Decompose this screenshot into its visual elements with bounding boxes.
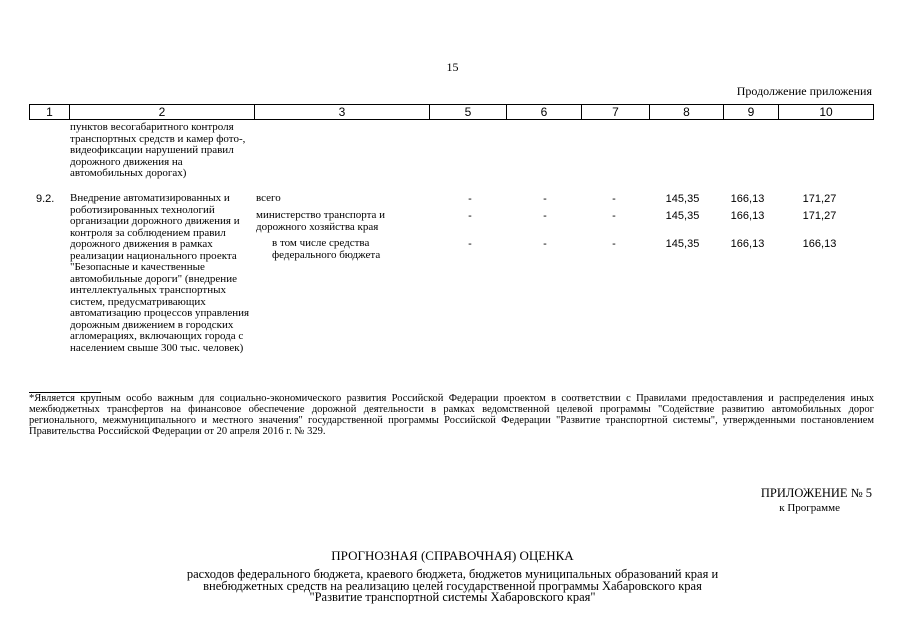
cell-col8: 145,35	[665, 238, 700, 250]
cell-col5: -	[468, 238, 472, 250]
table-header-row	[30, 105, 874, 120]
cell-col9: 166,13	[730, 238, 765, 250]
continued-description: пунктов весогабаритного контроля транспортных средств и камер фото-, видеофиксации нарушений правил дорожного движения на автомобильных дорогах)	[70, 121, 246, 179]
document-description-line: внебюджетных средств на реализацию целей государственной программы Хабаровского края	[203, 578, 702, 593]
cell-col10: 171,27	[802, 193, 837, 205]
cell-col6: -	[543, 210, 547, 222]
cell-col7: -	[612, 238, 616, 250]
appendix-subtitle: к Программе	[779, 502, 840, 514]
cell-col9: 166,13	[730, 210, 765, 222]
cell-col8: 145,35	[665, 193, 700, 205]
cell-col5: -	[468, 210, 472, 222]
footnote: *Является крупным особо важным для социально-экономического развития Российской Федерации проектом в соответствии с Правилами предоставления и распределения иных межбюджетных трансфертов на финансовое обеспечение дорожной деятельности в рамках ведомственной целевой программы "Содействие развитию автомобильных дорог регионального, межмуниципального и местного значения" государственной программы Российской Федерации "Развитие транспортной системы", утвержденными постановлением Правительства Российской Федерации от 20 апреля 2016 г. № 329.	[29, 393, 874, 437]
source-label-total: всего	[256, 192, 281, 204]
cell-col6: -	[543, 193, 547, 205]
page-number: 15	[446, 60, 459, 74]
cell-col7: -	[612, 210, 616, 222]
cell-col10: 171,27	[802, 210, 837, 222]
column-header: 9	[724, 105, 779, 120]
cell-col8: 145,35	[665, 210, 700, 222]
document-description-line: "Развитие транспортной системы Хабаровского края"	[309, 590, 596, 604]
column-header: 7	[582, 105, 650, 120]
cell-col6: -	[543, 238, 547, 250]
column-header: 10	[779, 105, 874, 120]
source-label-ministry: министерство транспорта и дорожного хозяйства края	[256, 209, 386, 233]
column-header: 8	[650, 105, 724, 120]
document-description-line: расходов федерального бюджета, краевого бюджета, бюджетов муниципальных образований края и	[186, 567, 719, 581]
budget-table	[29, 104, 874, 120]
continuation-label: Продолжение приложения	[736, 84, 872, 98]
cell-col9: 166,13	[730, 193, 765, 205]
column-header: 6	[507, 105, 582, 120]
row-number: 9.2.	[36, 193, 55, 205]
cell-col7: -	[612, 193, 616, 205]
column-header: 3	[255, 105, 430, 120]
row-description: Внедрение автоматизированных и роботизированных технологий организации дорожного движения и контроля за соблюдением правил дорожного движения в рамках реализации национального проекта "Безопасные и качественные автомобильные дороги" (внедрение интеллектуальных транспортных систем, предусматривающих автоматизацию процессов управления дорожным движением в городских агломерациях, включающих города с населением свыше 300 тыс. человек)	[70, 192, 250, 354]
cell-col5: -	[468, 193, 472, 205]
appendix-title: ПРИЛОЖЕНИЕ № 5	[760, 486, 872, 500]
document-title: ПРОГНОЗНАЯ (СПРАВОЧНАЯ) ОЦЕНКА	[331, 548, 574, 563]
cell-col10: 166,13	[802, 238, 837, 250]
column-header: 1	[30, 105, 70, 120]
document-description	[0, 569, 905, 604]
column-header: 5	[430, 105, 507, 120]
source-label-federal: в том числе средства федерального бюджета	[272, 237, 381, 261]
column-header: 2	[70, 105, 255, 120]
